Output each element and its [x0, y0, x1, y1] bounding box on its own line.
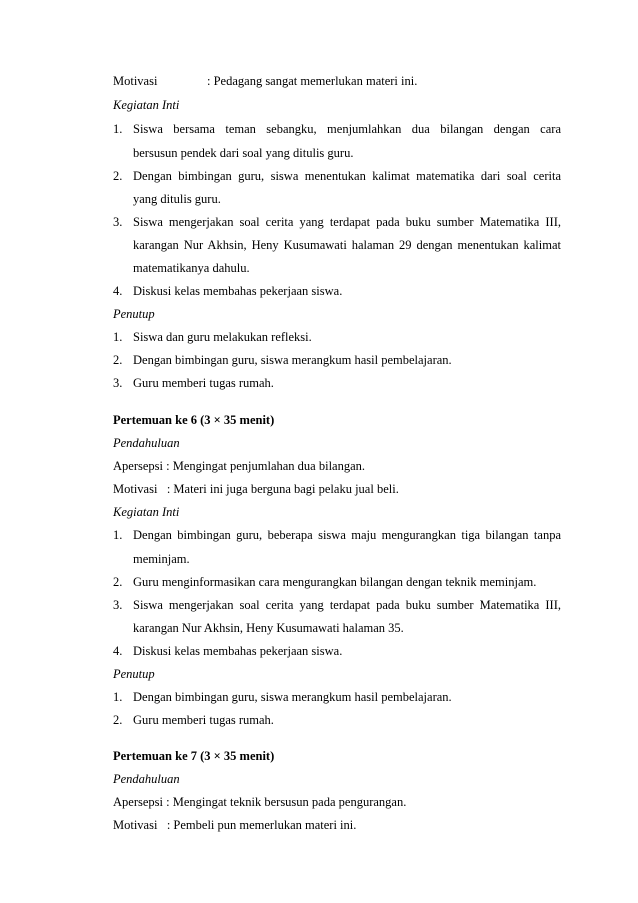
- list-item-text: Siswa dan guru melakukan refleksi.: [133, 330, 312, 344]
- section-heading: Pertemuan ke 6 (3 × 35 menit): [113, 413, 275, 427]
- motivasi-line: Motivasi : Materi ini juga berguna bagi pelaku jual beli.: [113, 482, 399, 496]
- subheading-penutup: Penutup: [113, 667, 155, 681]
- list-item-text: meminjam.: [133, 552, 190, 566]
- list-number: 1.: [113, 690, 123, 704]
- subheading-pendahuluan: Pendahuluan: [113, 436, 180, 450]
- subheading-kegiatan-inti: Kegiatan Inti: [113, 505, 180, 519]
- list-item-text: Siswa mengerjakan soal cerita yang terdapat pada buku sumber Matematika III,: [133, 215, 561, 229]
- subheading-kegiatan-inti: Kegiatan Inti: [113, 98, 180, 112]
- list-item-text: Siswa mengerjakan soal cerita yang terdapat pada buku sumber Matematika III,: [133, 598, 561, 612]
- list-item-text: bersusun pendek dari soal yang ditulis guru.: [133, 146, 354, 160]
- list-item-text: matematikanya dahulu.: [133, 261, 250, 275]
- list-item-text: Diskusi kelas membahas pekerjaan siswa.: [133, 644, 343, 658]
- list-number: 3.: [113, 215, 123, 229]
- list-item-text: yang ditulis guru.: [133, 192, 221, 206]
- apersepsi-line: Apersepsi : Mengingat teknik bersusun pada pengurangan.: [113, 795, 407, 809]
- list-item-text: Dengan bimbingan guru, siswa merangkum hasil pembelajaran.: [133, 690, 452, 704]
- list-item-text: Guru memberi tugas rumah.: [133, 713, 274, 727]
- list-number: 3.: [113, 376, 123, 390]
- apersepsi-line: Apersepsi : Mengingat penjumlahan dua bilangan.: [113, 459, 366, 473]
- list-item-text: karangan Nur Akhsin, Heny Kusumawati halaman 29 dengan menentukan kalimat: [133, 238, 561, 252]
- list-item-text: Siswa bersama teman sebangku, menjumlahkan dua bilangan dengan cara: [133, 122, 561, 136]
- list-number: 2.: [113, 353, 123, 367]
- list-item-text: Dengan bimbingan guru, beberapa siswa maju mengurangkan tiga bilangan tanpa: [133, 528, 561, 542]
- list-item-text: karangan Nur Akhsin, Heny Kusumawati halaman 35.: [133, 621, 404, 635]
- list-number: 4.: [113, 644, 123, 658]
- list-number: 2.: [113, 713, 123, 727]
- list-item-text: Diskusi kelas membahas pekerjaan siswa.: [133, 284, 343, 298]
- list-number: 2.: [113, 169, 123, 183]
- list-item-text: Guru menginformasikan cara mengurangkan bilangan dengan teknik meminjam.: [133, 575, 537, 589]
- list-number: 1.: [113, 330, 123, 344]
- subheading-penutup: Penutup: [113, 307, 155, 321]
- motivasi-line: [113, 73, 417, 89]
- motivasi-text: : Pedagang sangat memerlukan materi ini.: [207, 74, 418, 88]
- section-heading: Pertemuan ke 7 (3 × 35 menit): [113, 749, 275, 763]
- list-item-text: Dengan bimbingan guru, siswa menentukan kalimat matematika dari soal cerita: [133, 169, 561, 183]
- subheading-pendahuluan: Pendahuluan: [113, 772, 180, 786]
- list-number: 2.: [113, 575, 123, 589]
- list-number: 1.: [113, 122, 123, 136]
- list-item-text: Dengan bimbingan guru, siswa merangkum hasil pembelajaran.: [133, 353, 452, 367]
- motivasi-label: Motivasi: [113, 74, 158, 88]
- list-item-text: Guru memberi tugas rumah.: [133, 376, 274, 390]
- motivasi-line: Motivasi : Pembeli pun memerlukan materi ini.: [113, 818, 357, 832]
- list-number: 3.: [113, 598, 123, 612]
- list-number: 4.: [113, 284, 123, 298]
- list-number: 1.: [113, 528, 123, 542]
